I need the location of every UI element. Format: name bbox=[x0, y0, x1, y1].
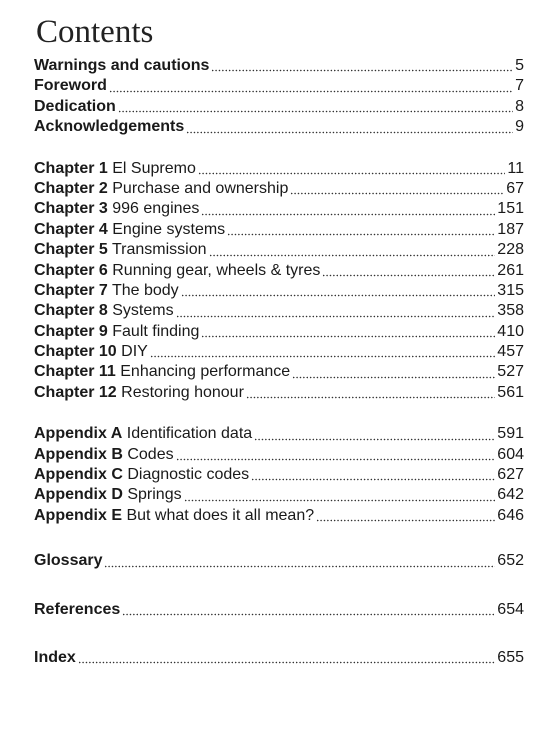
toc-entry-label bbox=[34, 383, 244, 403]
chapter-number: Chapter 5 bbox=[34, 241, 108, 259]
dot-leader bbox=[184, 488, 496, 502]
chapter-number: Chapter 6 bbox=[34, 261, 108, 279]
toc-entry-label bbox=[34, 301, 174, 321]
toc-entry-label: Warnings and cautions bbox=[34, 57, 210, 74]
chapter-title: Restoring honour bbox=[116, 383, 244, 401]
toc-entry-label bbox=[34, 362, 290, 382]
dot-leader bbox=[201, 324, 495, 338]
dot-leader bbox=[316, 508, 495, 522]
toc-entry-page: 457 bbox=[497, 343, 524, 361]
toc-entry-label bbox=[34, 281, 179, 301]
appendix-title: Springs bbox=[122, 486, 182, 504]
toc-entry-page: 591 bbox=[497, 425, 524, 443]
toc-entry-label: Glossary bbox=[34, 552, 103, 570]
toc-entry-label bbox=[34, 445, 174, 465]
chapter-title: Fault finding bbox=[107, 322, 200, 340]
dot-leader bbox=[227, 222, 495, 236]
chapter-number: Chapter 11 bbox=[34, 363, 116, 381]
toc-entry-glossary[interactable] bbox=[34, 551, 524, 571]
table-of-contents bbox=[34, 56, 524, 668]
toc-entry-page: 67 bbox=[506, 179, 524, 197]
toc-entry-label bbox=[34, 159, 196, 179]
toc-entry-appendix-d[interactable] bbox=[34, 485, 524, 505]
toc-entry-label: Acknowledgements bbox=[34, 118, 185, 136]
dot-leader bbox=[209, 243, 496, 257]
toc-entry-label bbox=[34, 240, 207, 260]
toc-entry-page: 151 bbox=[497, 200, 524, 218]
toc-entry-page: 8 bbox=[515, 97, 524, 115]
toc-entry-page: 654 bbox=[497, 600, 524, 618]
appendix-title: Identification data bbox=[122, 425, 253, 443]
chapter-number: Chapter 2 bbox=[34, 179, 108, 197]
toc-entry-page: 315 bbox=[497, 281, 524, 299]
appendix-letter: Appendix D bbox=[34, 486, 123, 504]
dot-leader bbox=[150, 344, 495, 358]
toc-entry-page: 655 bbox=[497, 648, 524, 666]
toc-entry-foreword[interactable] bbox=[34, 76, 524, 96]
dot-leader bbox=[176, 447, 496, 461]
toc-entry-page: 561 bbox=[497, 383, 524, 401]
chapter-title: Transmission bbox=[107, 241, 207, 259]
toc-entry-page: 642 bbox=[497, 486, 524, 504]
toc-entry-page: 646 bbox=[497, 506, 524, 524]
appendix-title: Codes bbox=[122, 445, 174, 463]
chapter-title: Enhancing performance bbox=[115, 363, 291, 381]
toc-entry-page: 604 bbox=[497, 445, 524, 463]
chapter-number: Chapter 7 bbox=[34, 281, 108, 299]
toc-entry-acknowledgements[interactable] bbox=[34, 117, 524, 137]
toc-entry-warnings[interactable] bbox=[34, 56, 524, 76]
toc-entry-appendix-a[interactable] bbox=[34, 424, 524, 444]
toc-entry-chapter-4[interactable] bbox=[34, 220, 524, 240]
dot-leader bbox=[246, 385, 495, 399]
toc-entry-chapter-6[interactable] bbox=[34, 261, 524, 281]
toc-entry-label bbox=[34, 424, 252, 444]
toc-entry-label bbox=[34, 485, 182, 505]
chapter-number: Chapter 3 bbox=[34, 200, 108, 218]
toc-entry-label: Index bbox=[34, 648, 76, 666]
toc-entry-page: 527 bbox=[497, 363, 524, 381]
dot-leader bbox=[201, 202, 495, 216]
toc-entry-chapter-8[interactable] bbox=[34, 301, 524, 321]
dot-leader bbox=[122, 602, 495, 616]
dot-leader bbox=[322, 263, 495, 277]
toc-entry-label: Foreword bbox=[34, 77, 107, 95]
toc-entry-page: 627 bbox=[497, 466, 524, 484]
toc-entry-label bbox=[34, 220, 225, 240]
toc-entry-dedication[interactable] bbox=[34, 97, 524, 117]
appendix-title: Diagnostic codes bbox=[122, 466, 250, 484]
toc-entry-label: Dedication bbox=[34, 97, 116, 115]
toc-entry-chapter-5[interactable] bbox=[34, 240, 524, 260]
toc-entry-chapter-2[interactable] bbox=[34, 179, 524, 199]
appendices-list bbox=[34, 424, 524, 526]
toc-entry-page: 410 bbox=[497, 322, 524, 340]
chapter-number: Chapter 9 bbox=[34, 322, 108, 340]
toc-entry-label: References bbox=[34, 600, 121, 618]
toc-entry-chapter-11[interactable] bbox=[34, 362, 524, 382]
chapter-number: Chapter 10 bbox=[34, 343, 117, 361]
appendix-title: But what does it all mean? bbox=[122, 506, 315, 524]
dot-leader bbox=[118, 99, 513, 113]
chapter-title: 996 engines bbox=[107, 200, 200, 218]
toc-entry-page: 358 bbox=[497, 302, 524, 320]
appendix-letter: Appendix E bbox=[34, 506, 123, 524]
dot-leader bbox=[176, 304, 496, 318]
chapters-list bbox=[34, 159, 524, 404]
appendix-letter: Appendix C bbox=[34, 466, 123, 484]
toc-entry-label bbox=[34, 506, 314, 526]
appendix-letter: Appendix A bbox=[34, 425, 123, 443]
toc-entry-page: 5 bbox=[515, 57, 524, 74]
toc-entry-page: 9 bbox=[515, 118, 524, 136]
dot-leader bbox=[181, 283, 496, 297]
chapter-title: DIY bbox=[116, 343, 148, 361]
dot-leader bbox=[109, 79, 513, 93]
toc-entry-label bbox=[34, 465, 249, 485]
dot-leader bbox=[290, 181, 504, 195]
toc-entry-page: 228 bbox=[497, 241, 524, 259]
toc-entry-chapter-10[interactable] bbox=[34, 342, 524, 362]
toc-entry-chapter-7[interactable] bbox=[34, 281, 524, 301]
toc-entry-appendix-b[interactable] bbox=[34, 445, 524, 465]
toc-entry-chapter-12[interactable] bbox=[34, 383, 524, 403]
chapter-title: El Supremo bbox=[107, 159, 196, 177]
chapter-title: The body bbox=[107, 281, 179, 299]
toc-entry-references[interactable] bbox=[34, 600, 524, 620]
front-matter-list bbox=[34, 56, 524, 138]
toc-entry-appendix-e[interactable] bbox=[34, 506, 524, 526]
chapter-title: Engine systems bbox=[107, 220, 226, 238]
chapter-number: Chapter 4 bbox=[34, 220, 108, 238]
dot-leader bbox=[186, 120, 513, 134]
toc-entry-label bbox=[34, 342, 148, 362]
dot-leader bbox=[78, 650, 496, 664]
toc-entry-label bbox=[34, 179, 288, 199]
toc-entry-page: 652 bbox=[497, 552, 524, 570]
chapter-number: Chapter 8 bbox=[34, 302, 108, 320]
dot-leader bbox=[254, 427, 495, 441]
appendix-letter: Appendix B bbox=[34, 445, 123, 463]
toc-entry-page: 187 bbox=[497, 220, 524, 238]
toc-entry-chapter-1[interactable] bbox=[34, 159, 524, 179]
toc-entry-page: 261 bbox=[497, 261, 524, 279]
chapter-number: Chapter 12 bbox=[34, 383, 117, 401]
dot-leader bbox=[211, 58, 513, 72]
toc-entry-chapter-3[interactable] bbox=[34, 199, 524, 219]
chapter-title: Purchase and ownership bbox=[107, 179, 289, 197]
dot-leader bbox=[104, 554, 495, 568]
dot-leader bbox=[292, 365, 495, 379]
chapter-title: Systems bbox=[107, 302, 174, 320]
toc-entry-appendix-c[interactable] bbox=[34, 465, 524, 485]
toc-entry-index[interactable] bbox=[34, 648, 524, 668]
dot-leader bbox=[198, 161, 506, 175]
toc-entry-label bbox=[34, 199, 199, 219]
toc-entry-label bbox=[34, 322, 199, 342]
toc-entry-label bbox=[34, 261, 320, 281]
toc-entry-chapter-9[interactable] bbox=[34, 322, 524, 342]
page-title: Contents bbox=[36, 14, 154, 50]
toc-entry-page: 7 bbox=[515, 77, 524, 95]
toc-entry-page: 11 bbox=[507, 159, 524, 177]
chapter-title: Running gear, wheels & tyres bbox=[107, 261, 321, 279]
dot-leader bbox=[251, 467, 495, 481]
chapter-number: Chapter 1 bbox=[34, 159, 108, 177]
